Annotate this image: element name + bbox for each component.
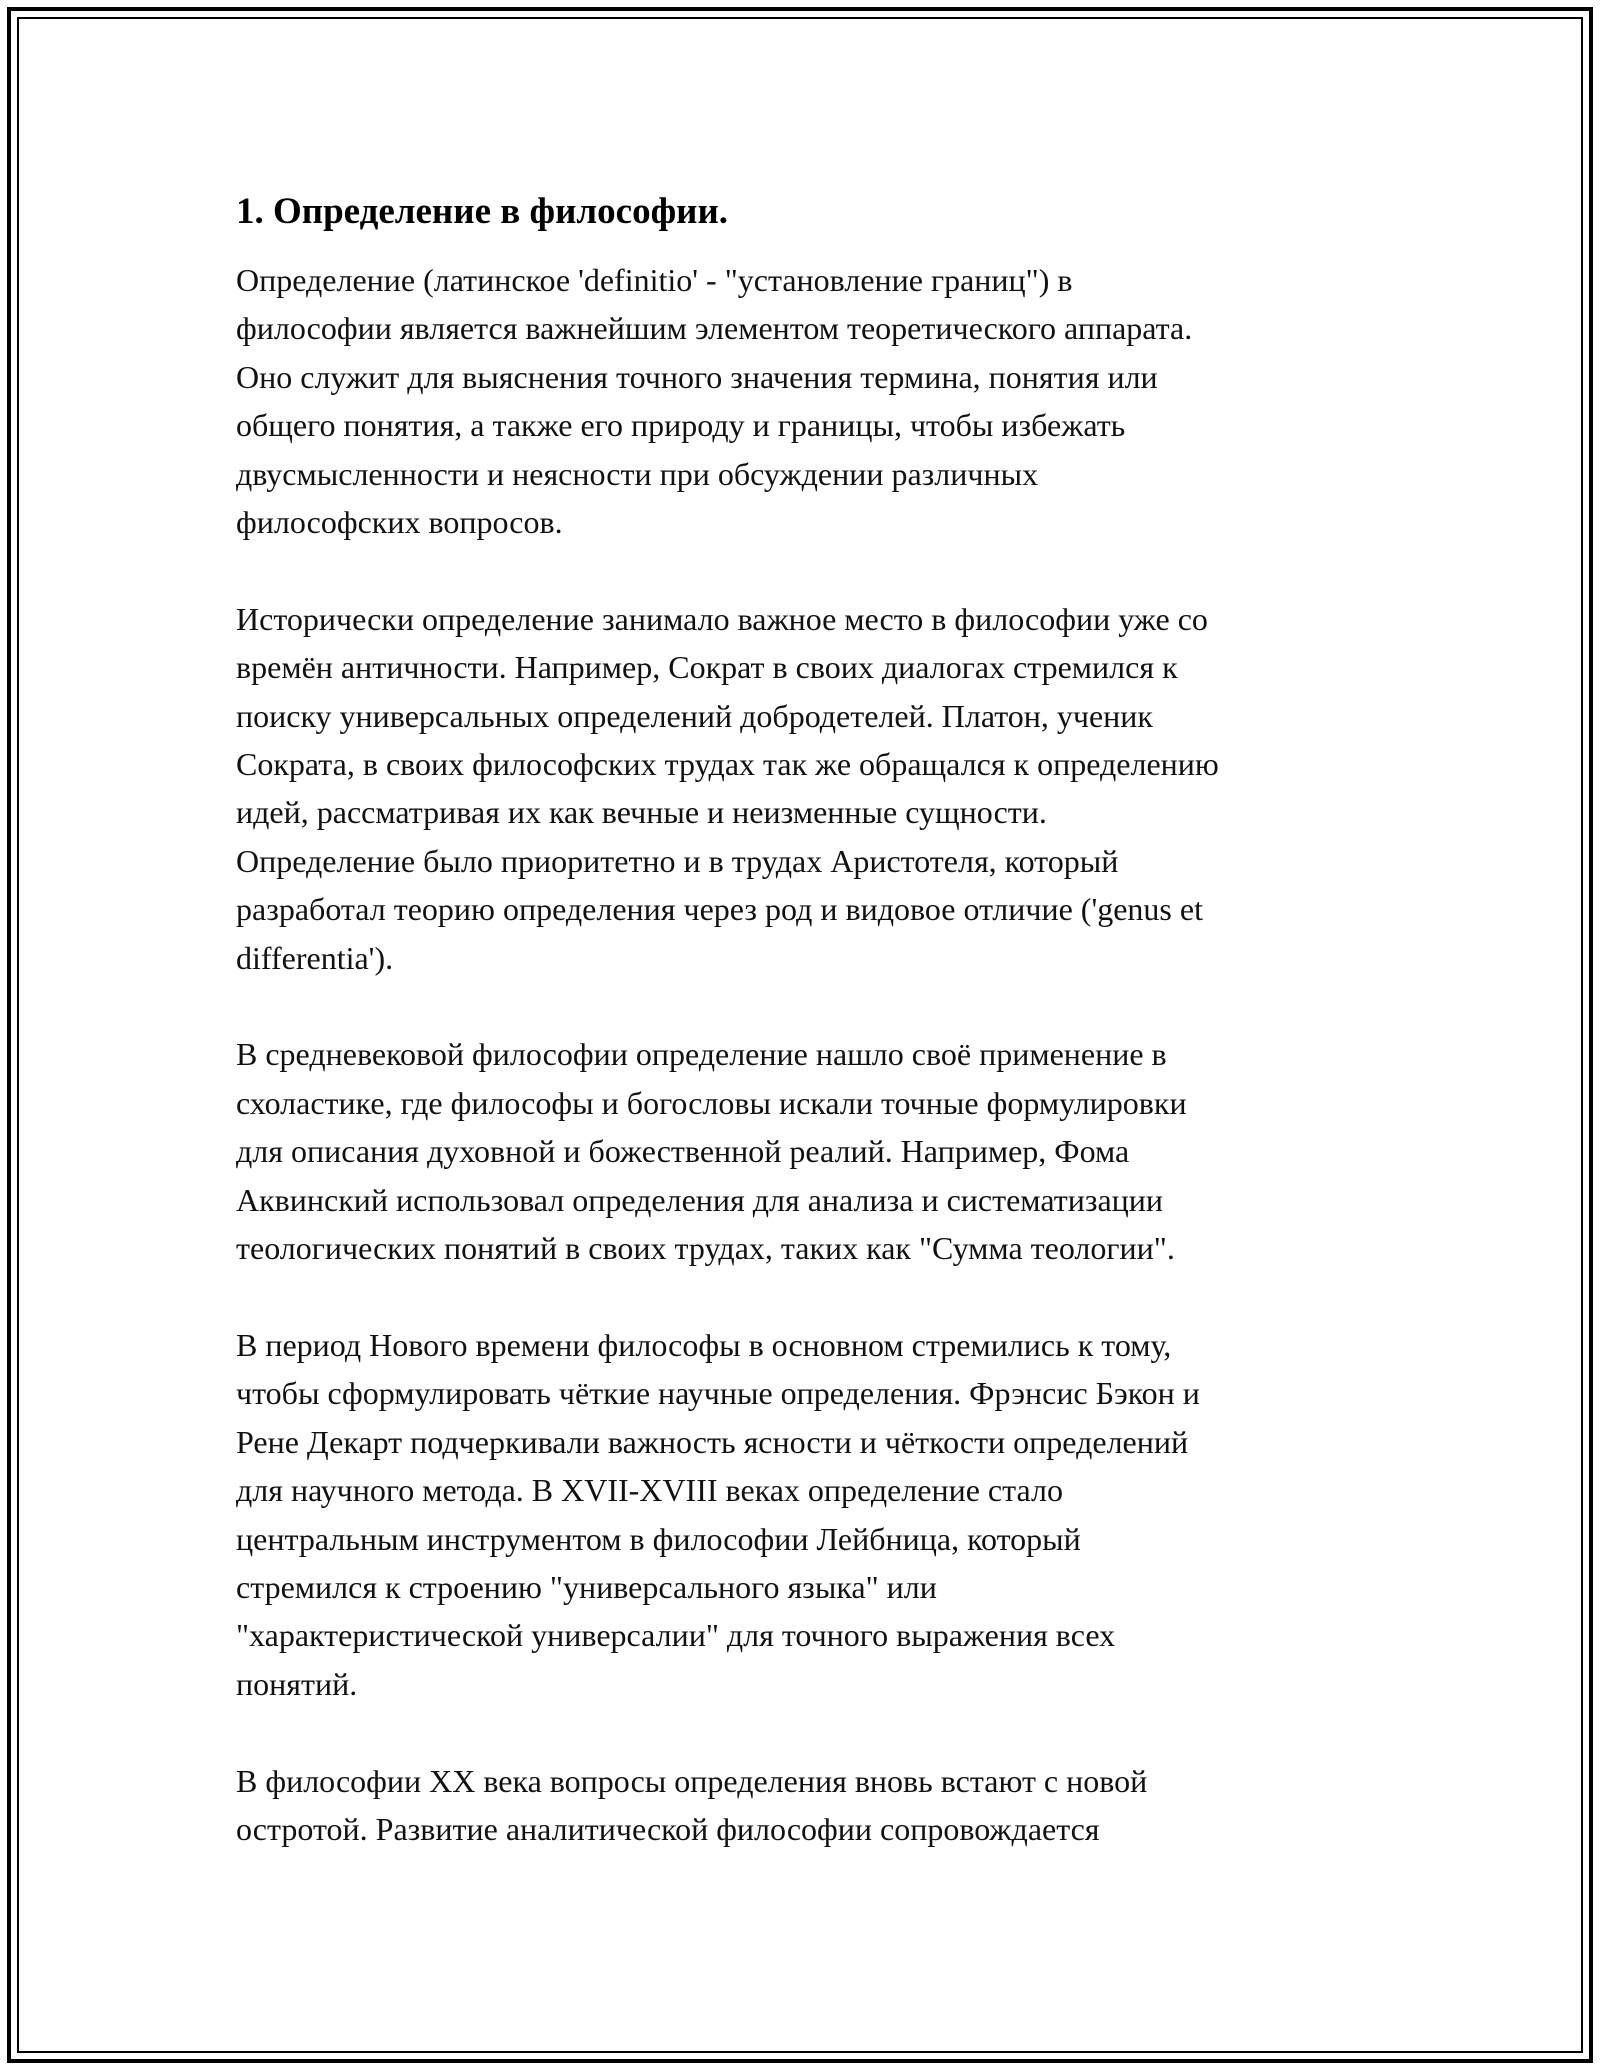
paragraph-definition-intro: Определение (латинское 'definitio' - "установление границ") в философии является важнейшим элементом теоретического аппарата. Оно служит для выяснения точного значения термина, понятия или общего понятия, а также его природу и границы, чтобы избежать двусмысленности и неясности при обсуждении различных философских вопросов.	[236, 262, 1193, 541]
paragraph-modern-era: В период Нового времени философы в основном стремились к тому, чтобы сформулировать чёткие научные определения. Фрэнсис Бэкон и Рене Декарт подчеркивали важность ясности и чёткости определений для научного метода. В XVII-XVIII веках определение стало центральным инструментом в философии Лейбница, который стремился к строению "универсального языка" или "характеристической универсалии" для точного выражения всех понятий.	[236, 1326, 1200, 1702]
paragraph-twentieth-century: В философии XX века вопросы определения вновь встают с новой остротой. Развитие аналитической философии сопровождается	[236, 1762, 1148, 1847]
section-heading: 1. Определение в философии.	[236, 191, 729, 232]
paragraph-medieval: В средневековой философии определение нашло своё применение в схоластике, где философы и богословы искали точные формулировки для описания духовной и божественной реалий. Например, Фома Аквинский использовал определения для анализа и систематизации теологических понятий в своих трудах, таких как "Сумма теологии".	[236, 1036, 1187, 1267]
paragraph-antiquity: Исторически определение занимало важное место в философии уже со времён античности. Например, Сократ в своих диалогах стремился к поиску универсальных определений добродетелей. Платон, ученик Сократа, в своих философских трудах так же обращался к определению идей, рассматривая их как вечные и неизменные сущности. Определение было приоритетно и в трудах Аристотеля, который разработал теорию определения через род и видовое отличие ('genus et differentia').	[236, 600, 1219, 976]
document-body	[236, 188, 1376, 1902]
